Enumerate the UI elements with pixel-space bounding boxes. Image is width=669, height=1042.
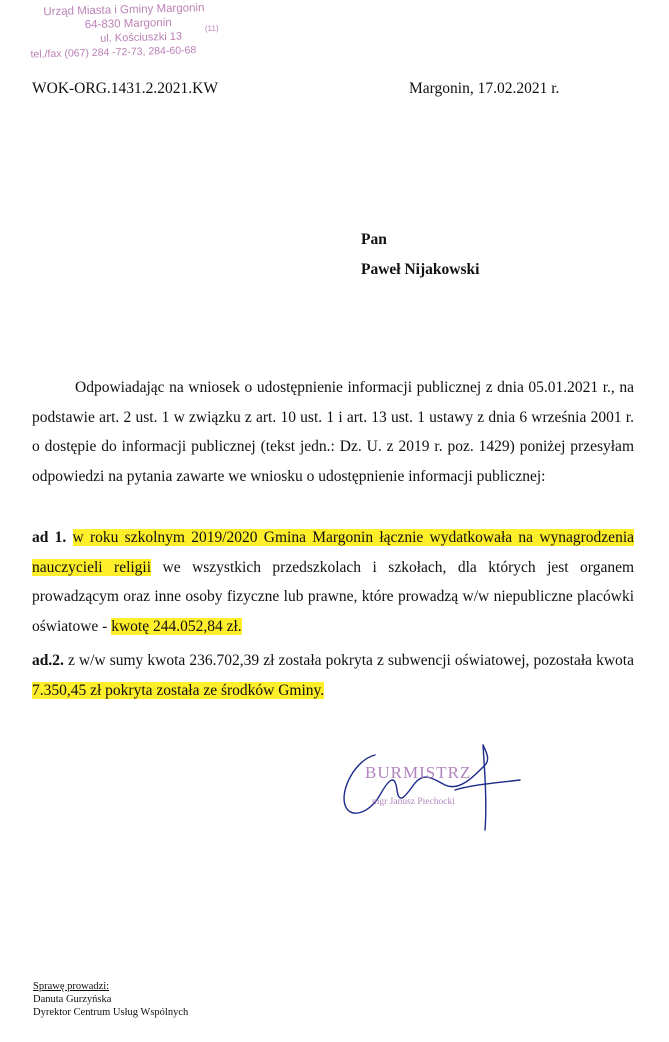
stamp-line-phone: tel./fax (067) 284 -72-73, 284-60-68: [30, 44, 197, 61]
handwritten-signature: [335, 735, 535, 835]
office-stamp: [29, 1, 230, 64]
reference-number: WOK-ORG.1431.2.2021.KW: [32, 80, 218, 97]
footer-position: Dyrektor Centrum Usług Wspólnych: [33, 1007, 189, 1018]
stamp-line-street: ul. Kościuszki 13: [99, 30, 183, 45]
place-and-date: Margonin, 17.02.2021 r.: [409, 80, 560, 97]
footer-person: Danuta Gurzyńska: [33, 994, 112, 1005]
answer-1-text: we wszystkich przedszkolach i szkołach, dla których jest organem prowadzącym oraz inne osoby fizyczne lub prawne, które prowadzą w/w niepubliczne placówki oświatowe -: [32, 558, 635, 635]
answer-2-text: z w/w sumy kwota 236.702,39 zł została pokryta z subwencji oświatowej, pozostała kwota: [63, 652, 634, 669]
stamp-line-office: Urząd Miasta i Gminy Margonin: [43, 2, 205, 19]
intro-paragraph: Odpowiadając na wniosek o udostępnienie informacji publicznej z dnia 05.01.2021 r., na podstawie art. 2 ust. 1 w związku z art. 10 ust. 1 i art. 13 ust. 1 ustawy z dnia 6 września 2001 r. o dostępie do informacji publicznej (tekst jedn.: Dz. U. z 2019 r. poz. 1429) poniżej przesyłam odpowiedzi na pytania zawarte we wniosku o udostępnienie informacji publicznej:: [32, 379, 634, 485]
addressee-salutation: Pan: [361, 231, 387, 248]
answer-2-label: ad.2.: [32, 652, 64, 669]
stamp-code: (11): [204, 23, 219, 34]
answer-1-label: ad 1.: [32, 529, 67, 546]
answer-1-paragraph: [32, 523, 634, 641]
footer-label: Sprawę prowadzi:: [33, 981, 110, 992]
answer-1-highlight-amount: kwotę 244.052,84 zł.: [111, 617, 242, 635]
addressee-name: Paweł Nijakowski: [361, 261, 480, 278]
signatory-name: mgr Janusz Piechocki: [372, 797, 455, 807]
answer-2-highlight: 7.350,45 zł pokryta została ze środków Gminy.: [32, 681, 325, 699]
signatory-title: BURMISTRZ: [365, 763, 472, 782]
answer-1-highlight-spending: w roku szkolnym 2019/2020 Gmina Margonin łącznie wydatkowała na wynagrodzenia nauczycieli religii: [32, 529, 635, 576]
answer-2-paragraph: [32, 646, 634, 705]
stamp-line-postcode: 64-830 Margonin: [84, 16, 172, 32]
footer: [33, 980, 188, 1019]
